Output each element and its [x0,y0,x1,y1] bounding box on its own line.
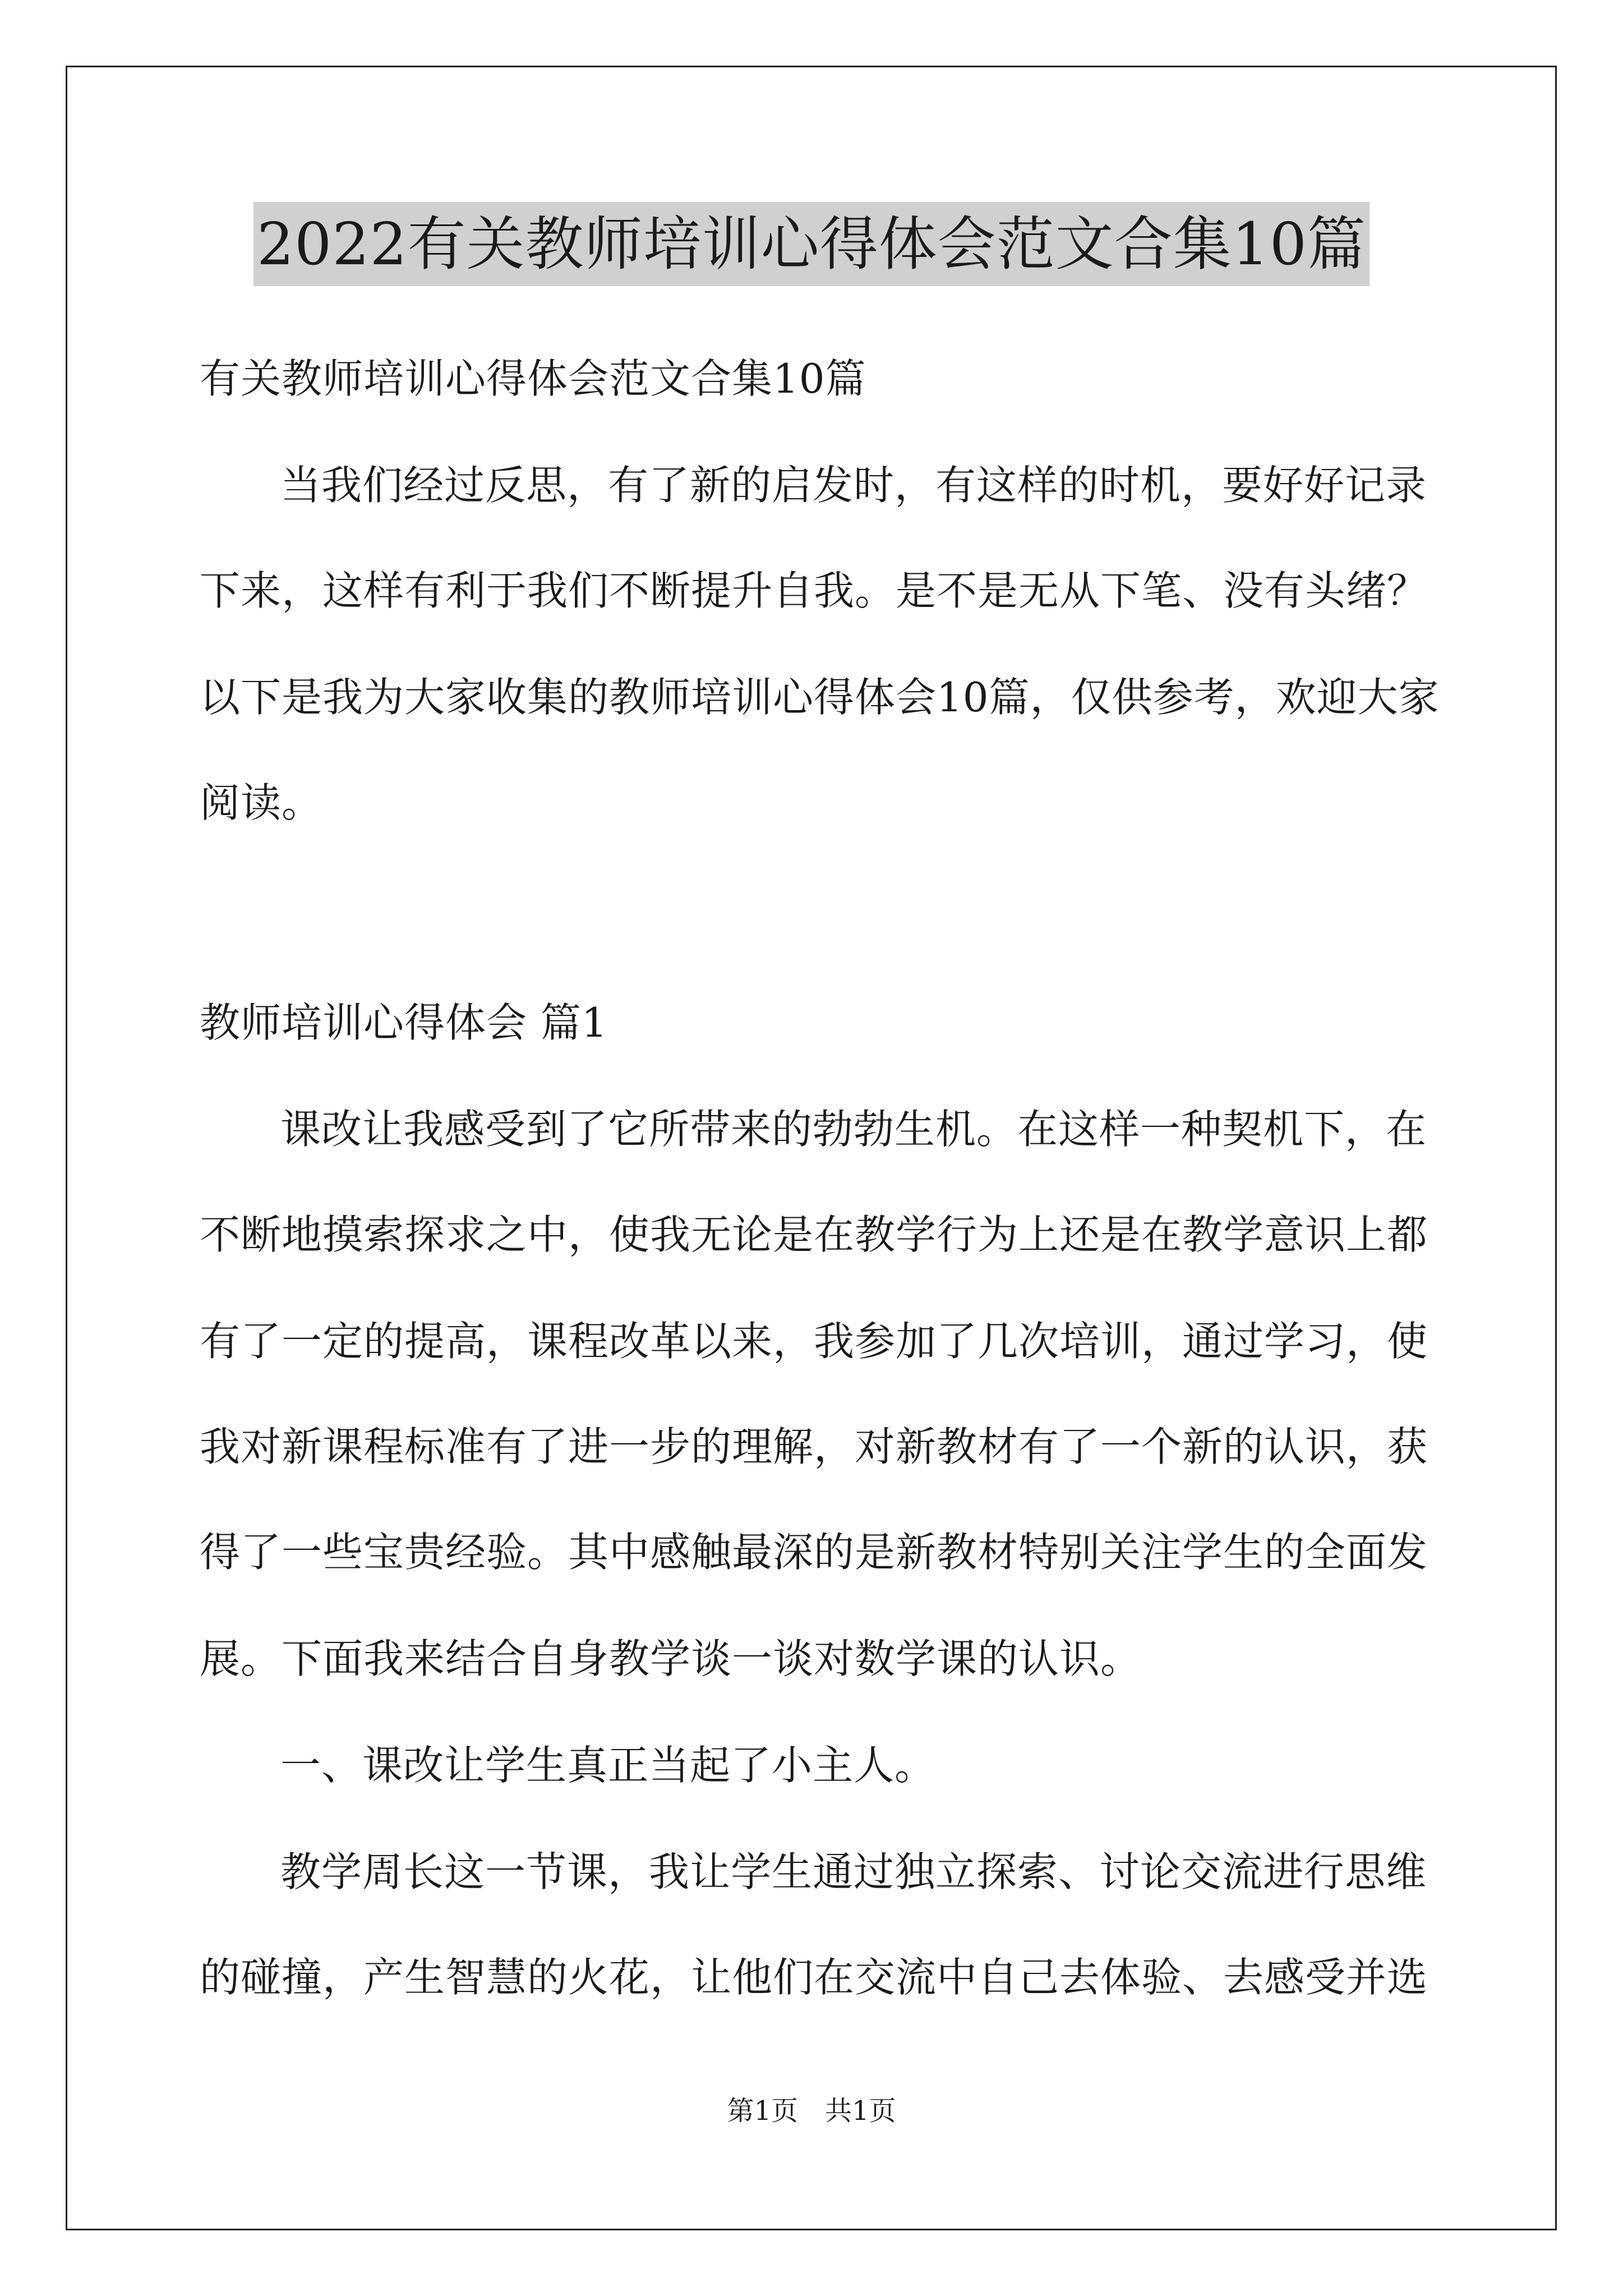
intro-line: 当我们经过反思，有了新的启发时，有这样的时机，要好好记录 [280,462,1427,509]
document-title: 2022有关教师培训心得体会范文合集10篇 [253,202,1370,286]
title-block [0,202,1623,286]
paragraph-line: 的碰撞，产生智慧的火花，让他们在交流中自己去体验、去感受并选 [200,1954,1428,2001]
intro-line: 阅读。 [200,779,323,826]
document-subtitle: 有关教师培训心得体会范文合集10篇 [200,355,866,402]
paragraph-line: 有了一定的提高，课程改革以来，我参加了几次培训，通过学习，使 [200,1318,1428,1365]
paragraph-line: 展。下面我来结合自身教学谈一谈对数学课的认识。 [200,1635,1142,1682]
intro-line: 下来，这样有利于我们不断提升自我。是不是无从下笔、没有头绪？ [200,567,1428,614]
paragraph-line: 教学周长这一节课，我让学生通过独立探索、讨论交流进行思维 [280,1848,1427,1895]
intro-line: 以下是我为大家收集的教师培训心得体会10篇，仅供参考，欢迎大家 [200,674,1440,721]
page-number: 第1页 共1页 [727,2095,896,2127]
paragraph-line: 不断地摸索探求之中，使我无论是在教学行为上还是在教学意识上都 [200,1211,1428,1258]
paragraph-line: 我对新课程标准有了进一步的理解，对新教材有了一个新的认识，获 [200,1423,1428,1470]
point-heading: 一、课改让学生真正当起了小主人。 [280,1742,936,1789]
section-heading: 教师培训心得体会 篇1 [200,999,608,1046]
paragraph-line: 得了一些宝贵经验。其中感触最深的是新教材特别关注学生的全面发 [200,1529,1428,1576]
paragraph-line: 课改让我感受到了它所带来的勃勃生机。在这样一种契机下，在 [280,1106,1427,1153]
